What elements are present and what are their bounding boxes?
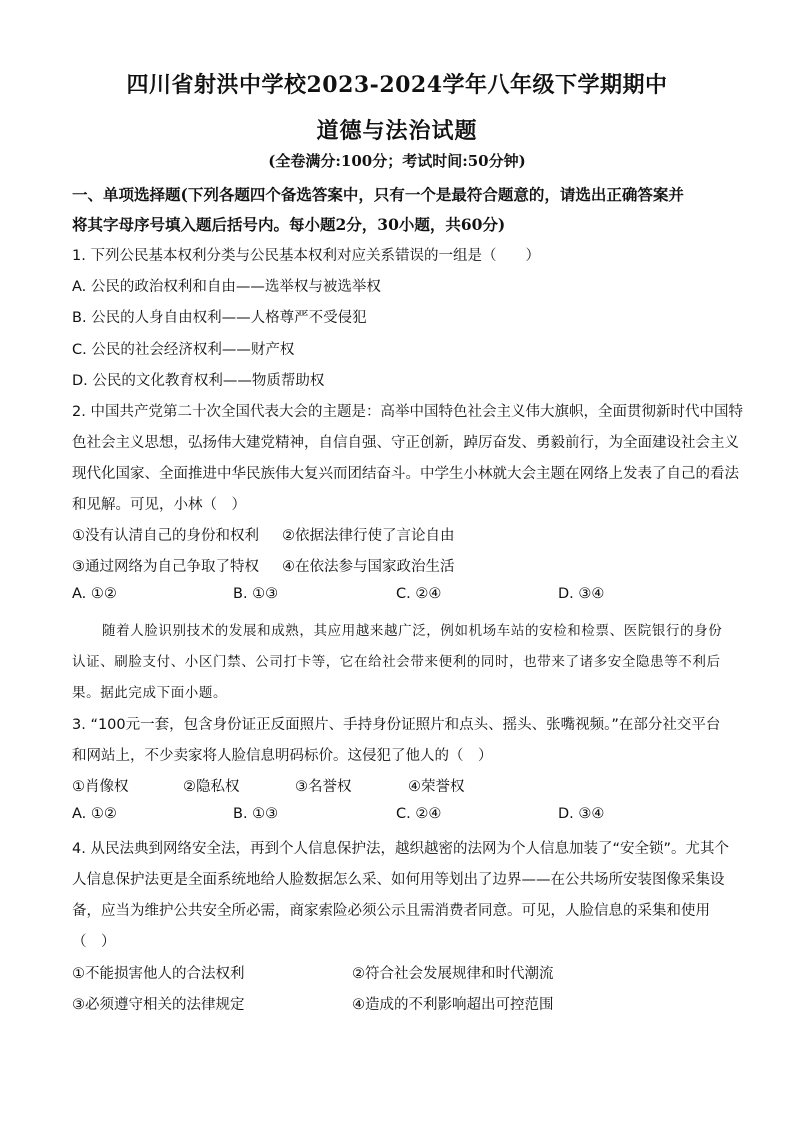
material-line1: 随着人脸识别技术的发展和成熟，其应用越来越广泛，例如机场车站的安检和检票、医院银行的身份: [102, 623, 723, 639]
q4-statement-4: ④造成的不利影响超出可控范围: [352, 997, 554, 1013]
exam-title: 四川省射洪中学校2023-2024学年八年级下学期期中: [126, 72, 668, 98]
q1-option-d: D. 公民的文化教育权利——物质帮助权: [72, 373, 325, 389]
exam-info: (全卷满分:100分；考试时间:50分钟): [268, 152, 526, 170]
q3-option-b: B. ①③: [233, 806, 279, 822]
q2-option-b: B. ①③: [233, 586, 279, 602]
q1-stem: 1. 下列公民基本权利分类与公民基本权利对应关系错误的一组是（ ）: [72, 248, 540, 264]
q1-option-b: B. 公民的人身自由权利——人格尊严不受侵犯: [72, 310, 367, 326]
q1-option-c: C. 公民的社会经济权利——财产权: [72, 342, 295, 358]
q2-statement-1: ①没有认清自己的身份和权利: [72, 528, 259, 544]
q2-statement-3: ③通过网络为自己争取了特权: [72, 559, 259, 575]
q4-statement-3: ③必须遵守相关的法律规定: [72, 997, 245, 1013]
q3-statement-2: ②隐私权: [183, 779, 240, 795]
q2-stem-line4: 和见解。可见，小林（ ）: [72, 497, 246, 513]
q2-statement-4: ④在依法参与国家政治生活: [282, 559, 455, 575]
q2-option-a: A. ①②: [72, 586, 117, 602]
q2-statement-2: ②依据法律行使了言论自由: [282, 528, 455, 544]
q4-stem-line3: 备，应当为维护公共安全所必需，商家索险必须公示且需消费者同意。可见，人脸信息的采集和使用: [72, 903, 710, 919]
q3-stem-line2: 和网站上，不少卖家将人脸信息明码标价。这侵犯了他人的（ ）: [72, 748, 493, 764]
q4-statement-2: ②符合社会发展规律和时代潮流: [352, 966, 554, 982]
q4-stem-line4: （ ）: [72, 934, 116, 950]
q1-option-a: A. 公民的政治权利和自由——选举权与被选举权: [72, 279, 381, 295]
material-line3: 果。据此完成下面小题。: [72, 685, 228, 701]
q3-stem-line1: 3. “100元一套，包含身份证正反面照片、手持身份证照片和点头、摇头、张嘴视频。”在部分社交平台: [72, 717, 721, 733]
exam-subject: 道德与法治试题: [316, 118, 478, 144]
section-heading-line2: 将其字母序号填入题后括号内。每小题2分，30小题，共60分): [72, 215, 506, 234]
q2-option-c: C. ②④: [396, 586, 442, 602]
q3-option-a: A. ①②: [72, 806, 117, 822]
q2-stem-line1: 2. 中国共产党第二十次全国代表大会的主题是：高举中国特色社会主义伟大旗帜，全面贯彻新时代中国特: [72, 404, 743, 420]
q3-statement-1: ①肖像权: [72, 779, 129, 795]
q4-stem-line1: 4. 从民法典到网络安全法，再到个人信息保护法，越织越密的法网为个人信息加装了“安全锁”。尤其个: [72, 841, 729, 857]
q4-statement-1: ①不能损害他人的合法权利: [72, 966, 245, 982]
q2-stem-line3: 现代化国家、全面推进中华民族伟大复兴而团结奋斗。中学生小林就大会主题在网络上发表了自己的看法: [72, 466, 739, 482]
q4-stem-line2: 人信息保护法更是全面系统地给人脸数据怎么采、如何用等划出了边界——在公共场所安装图像采集设: [72, 872, 725, 888]
material-line2: 认证、刷脸支付、小区门禁、公司打卡等，它在给社会带来便利的同时，也带来了诸多安全隐患等不利后: [72, 654, 721, 670]
q2-option-d: D. ③④: [558, 586, 605, 602]
q3-statement-4: ④荣誉权: [408, 779, 465, 795]
q3-option-d: D. ③④: [558, 806, 605, 822]
q2-stem-line2: 色社会主义思想，弘扬伟大建党精神，自信自强、守正创新，踔厉奋发、勇毅前行，为全面建设社会主义: [72, 435, 739, 451]
section-heading-line1: 一、单项选择题(下列各题四个备选答案中，只有一个是最符合题意的，请选出正确答案并: [72, 185, 684, 204]
q3-option-c: C. ②④: [396, 806, 442, 822]
q3-statement-3: ③名誉权: [295, 779, 352, 795]
